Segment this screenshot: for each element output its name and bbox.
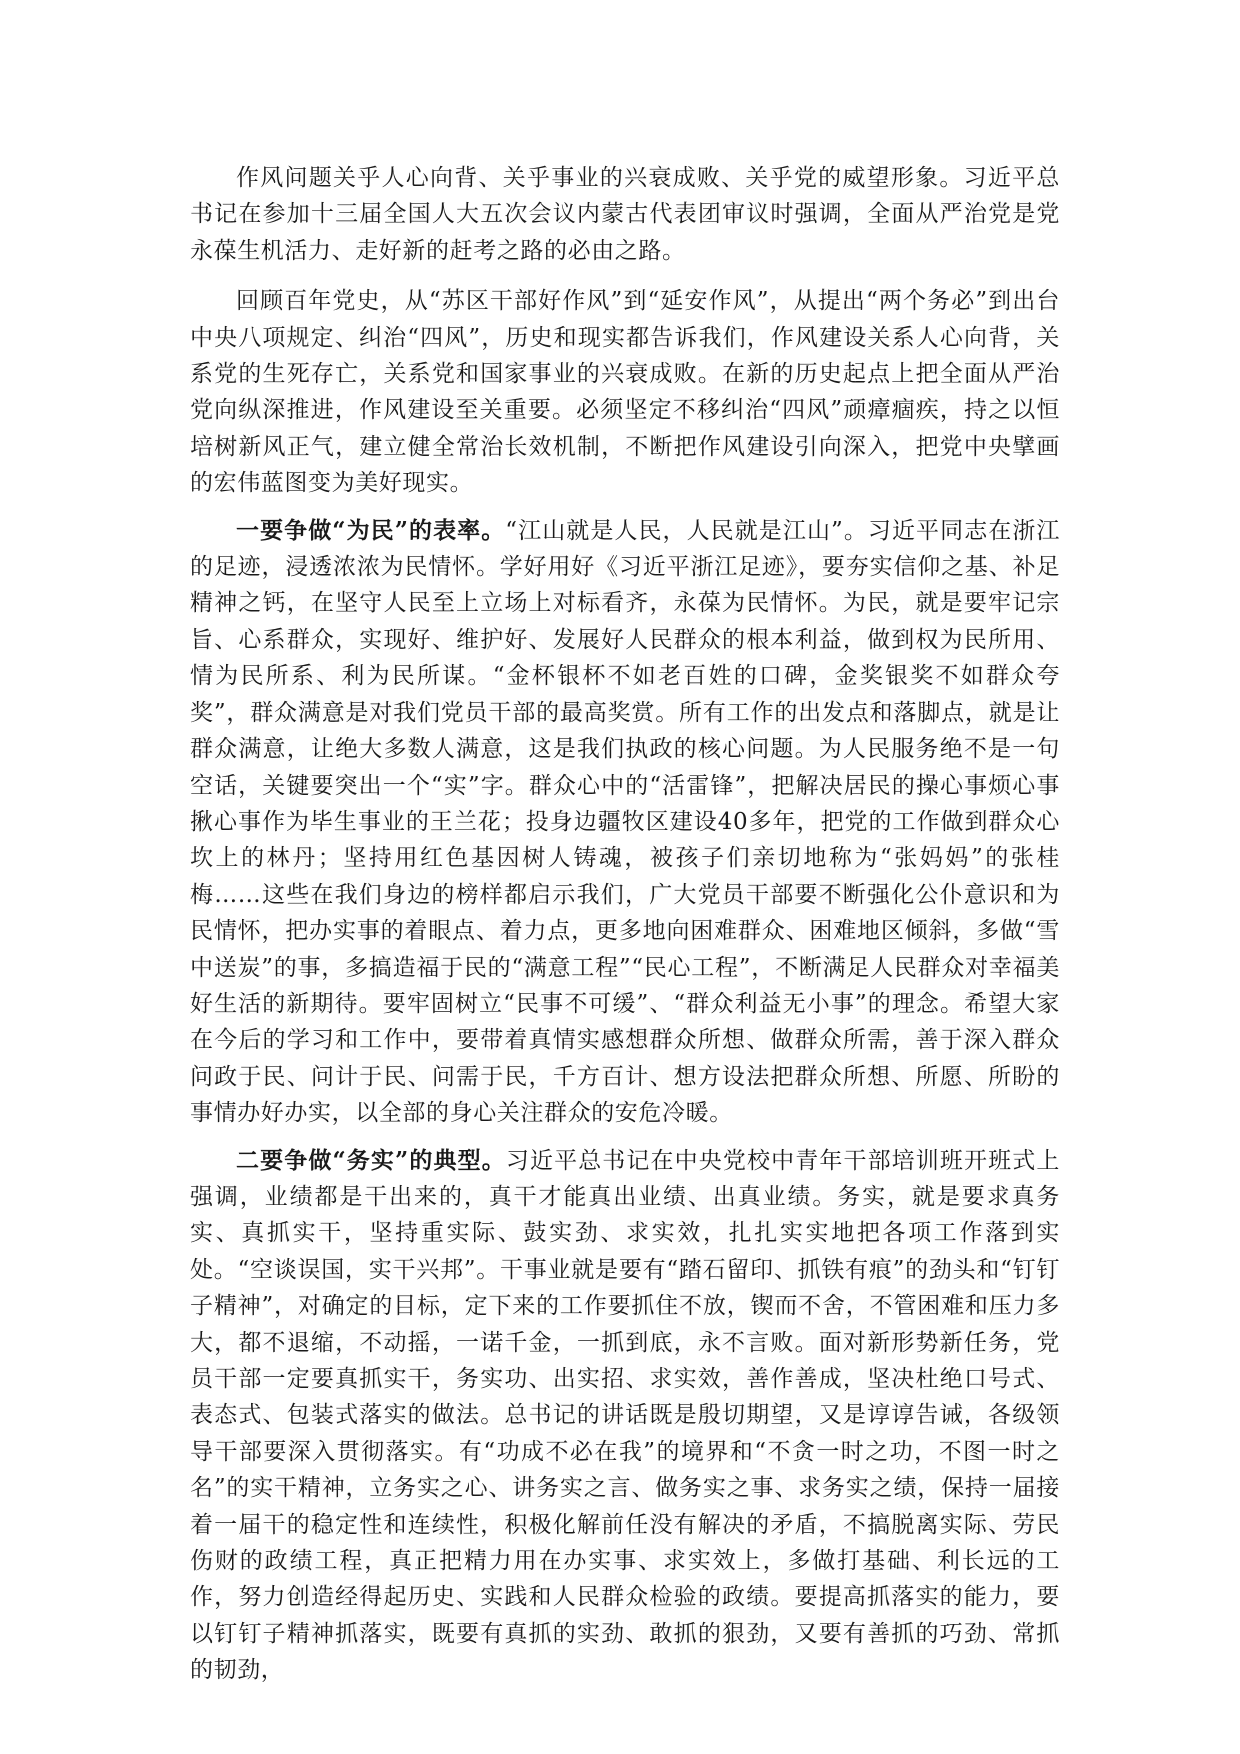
document-body <box>190 160 1060 1703</box>
paragraph-text: 回顾百年党史，从“苏区干部好作风”到“延安作风”，从提出“两个务必”到出台中央八项规定、纠治“四风”，历史和现实都告诉我们，作风建设关系人心向背，关系党的生死存亡，关系党和国家事业的兴衰成败。在新的历史起点上把全面从严治党向纵深推进，作风建设至关重要。必须坚定不移纠治“四风”顽瘴痼疾，持之以恒培树新风正气，建立健全常治长效机制，不断把作风建设引向深入，把党中央擘画的宏伟蓝图变为美好现实。 <box>190 288 1060 497</box>
paragraph-heading: 一要争做“为民”的表率。 <box>236 516 506 544</box>
paragraph-pragmatic <box>190 1143 1060 1689</box>
paragraph-text: 作风问题关乎人心向背、关乎事业的兴衰成败、关乎党的威望形象。习近平总书记在参加十三届全国人大五次会议内蒙古代表团审议时强调，全面从严治党是党永葆生机活力、走好新的赶考之路的必由之路。 <box>190 165 1060 264</box>
paragraph-text: “江山就是人民，人民就是江山”。习近平同志在浙江的足迹，浸透浓浓为民情怀。学好用好《习近平浙江足迹》，要夯实信仰之基、补足精神之钙，在坚守人民至上立场上对标看齐，永葆为民情怀。为民，就是要牢记宗旨、心系群众，实现好、维护好、发展好人民群众的根本利益，做到权为民所用、情为民所系、利为民所谋。“金杯银杯不如老百姓的口碑，金奖银奖不如群众夸奖”，群众满意是对我们党员干部的最高奖赏。所有工作的出发点和落脚点，就是让群众满意，让绝大多数人满意，这是我们执政的核心问题。为人民服务绝不是一句空话，关键要突出一个“实”字。群众心中的“活雷锋”，把解决居民的操心事烦心事揪心事作为毕生事业的王兰花；投身边疆牧区建设40多年，把党的工作做到群众心坎上的林丹；坚持用红色基因树人铸魂，被孩子们亲切地称为“张妈妈”的张桂梅……这些在我们身边的榜样都启示我们，广大党员干部要不断强化公仆意识和为民情怀，把办实事的着眼点、着力点，更多地向困难群众、困难地区倾斜，多做“雪中送炭”的事，多搞造福于民的“满意工程”“民心工程”，不断满足人民群众对幸福美好生活的新期待。要牢固树立“民事不可缓”、“群众利益无小事”的理念。希望大家在今后的学习和工作中，要带着真情实感想群众所想、做群众所需，善于深入群众问政于民、问计于民、问需于民，千方百计、想方设法把群众所想、所愿、所盼的事情办好办实，以全部的身心关注群众的安危冷暖。 <box>190 517 1060 1127</box>
paragraph-intro <box>190 160 1060 269</box>
paragraph-history <box>190 283 1060 501</box>
paragraph-text: 习近平总书记在中央党校中青年干部培训班开班式上强调，业绩都是干出来的，真干才能真出业绩、出真业绩。务实，就是要求真务实、真抓实干，坚持重实际、鼓实劲、求实效，扎扎实实地把各项工作落到实处。“空谈误国，实干兴邦”。干事业就是要有“踏石留印、抓铁有痕”的劲头和“钉钉子精神”，对确定的目标，定下来的工作要抓住不放，锲而不舍，不管困难和压力多大，都不退缩，不动摇，一诺千金，一抓到底，永不言败。面对新形势新任务，党员干部一定要真抓实干，务实功、出实招、求实效，善作善成，坚决杜绝口号式、表态式、包装式落实的做法。总书记的讲话既是殷切期望，又是谆谆告诫，各级领导干部要深入贯彻落实。有“功成不必在我”的境界和“不贪一时之功，不图一时之名”的实干精神，立务实之心、讲务实之言、做务实之事、求务实之绩，保持一届接着一届干的稳定性和连续性，积极化解前任没有解决的矛盾，不搞脱离实际、劳民伤财的政绩工程，真正把精力用在办实事、求实效上，多做打基础、利长远的工作，努力创造经得起历史、实践和人民群众检验的政绩。要提高抓落实的能力，要以钉钉子精神抓落实，既要有真抓的实劲、敢抓的狠劲，又要有善抓的巧劲、常抓的韧劲， <box>190 1147 1060 1684</box>
paragraph-for-people <box>190 513 1060 1132</box>
paragraph-heading: 二要争做“务实”的典型。 <box>236 1146 506 1174</box>
